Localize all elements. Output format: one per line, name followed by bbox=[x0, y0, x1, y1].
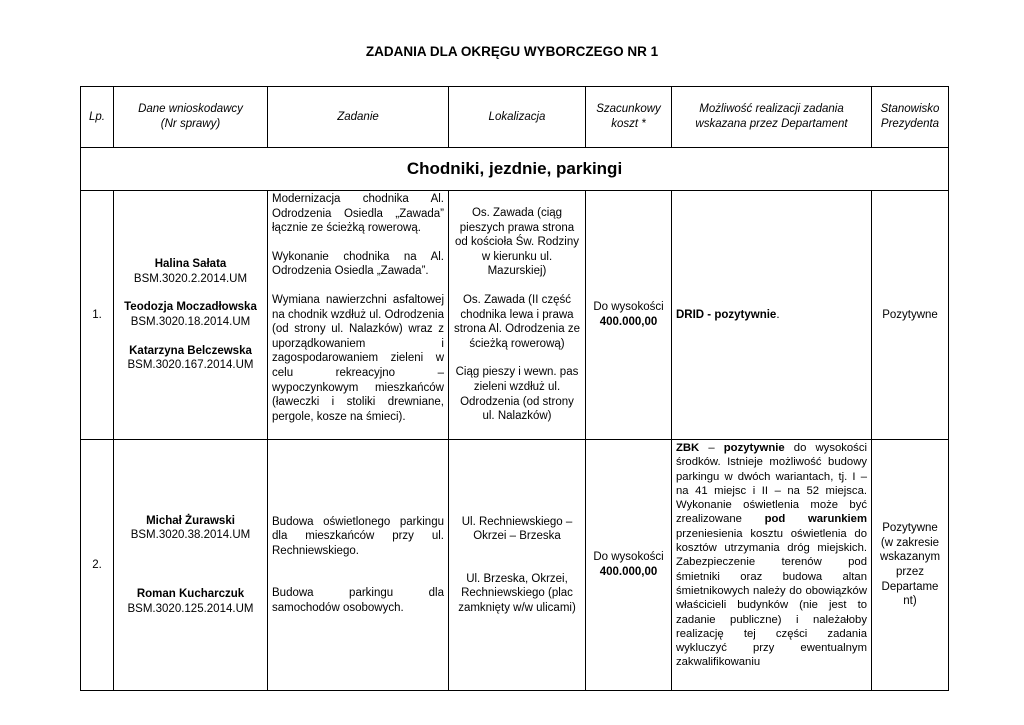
header-applicants: Dane wnioskodawcy (Nr sprawy) bbox=[114, 87, 268, 148]
cost-value: 400.000,00 bbox=[599, 316, 658, 328]
applicant-name: Katarzyna Belczewska bbox=[129, 344, 252, 357]
task-text: Modernizacja chodnika Al. Odrodzenia Osiedla „Zawada” łącznie ze ścieżką rowerową. bbox=[272, 193, 444, 235]
case-number: BSM.3020.125.2014.UM bbox=[127, 602, 254, 615]
cost-prefix: Do wysokości bbox=[593, 551, 664, 564]
location-text: Ul. Rechniewskiego – Okrzei – Brzeska bbox=[461, 515, 573, 543]
location-text: Ciąg pieszy i wewn. pas zieleni wzdłuż ul. Odrodzenia (od strony ul. Nalazków) bbox=[455, 366, 579, 423]
task-text: Budowa parkingu dla samochodów osobowych. bbox=[272, 587, 444, 614]
location-cell bbox=[449, 191, 586, 440]
cost-cell bbox=[586, 191, 672, 440]
location-text: Os. Zawada (II część chodnika lewa i prawa strona Al. Odrodzenia ze ścieżką rowerową) bbox=[454, 293, 580, 350]
case-number: BSM.3020.18.2014.UM bbox=[130, 316, 251, 328]
case-number: BSM.3020.167.2014.UM bbox=[127, 359, 254, 372]
applicant-name: Michał Żurawski bbox=[146, 514, 235, 527]
location-cell bbox=[449, 440, 586, 691]
president-cell: Pozytywne (w zakresie wskazanym przez Departame nt) bbox=[872, 440, 949, 691]
applicants-cell bbox=[114, 440, 268, 691]
page-title: ZADANIA DLA OKRĘGU WYBORCZEGO NR 1 bbox=[365, 44, 659, 59]
applicant-name: Halina Sałata bbox=[154, 258, 227, 271]
task-text: Wykonanie chodnika na Al. Odrodzenia Osiedla „Zawada”. bbox=[272, 250, 444, 278]
row-number: 2. bbox=[81, 440, 114, 691]
feasibility-cell: ZBK – pozytywnie do wysokości środków. Istnieje możliwość budowy parkingu w dwóch wariantach, tj. I – na 41 miejsc i II – na 52 miejsca. Wykonanie oświetlenia może być zrealizowane pod warunkiem przeniesienia kosztu oświetlenia do kosztów utrzymania dróg miejskich. Zabezpieczenie terenów pod śmietniki oraz budowa altan śmietnikowych należy do obowiązków właścicieli budynków (nie jest to zadanie publiczne) i należałoby realizację tej części zadania wykluczyć przy ewentualnym zakwalifikowaniu bbox=[672, 440, 872, 691]
applicants-cell bbox=[114, 191, 268, 440]
task-cell bbox=[268, 440, 449, 691]
applicant-name: Teodozja Moczadłowska bbox=[124, 301, 257, 314]
header-location: Lokalizacja bbox=[449, 87, 586, 148]
table-row bbox=[81, 440, 949, 691]
header-president: Stanowisko Prezydenta bbox=[872, 87, 949, 148]
cost-cell bbox=[586, 440, 672, 691]
tasks-table bbox=[80, 86, 949, 691]
header-feasibility: Możliwość realizacji zadania wskazana przez Departament bbox=[672, 87, 872, 148]
case-number: BSM.3020.2.2014.UM bbox=[133, 272, 248, 285]
location-text: Ul. Brzeska, Okrzei, Rechniewskiego (plac zamknięty w/w ulicami) bbox=[458, 572, 576, 614]
cost-prefix: Do wysokości bbox=[593, 301, 664, 314]
header-lp: Lp. bbox=[81, 87, 114, 148]
president-cell: Pozytywne bbox=[872, 191, 949, 440]
case-number: BSM.3020.38.2014.UM bbox=[130, 529, 251, 542]
section-row bbox=[81, 148, 949, 191]
feasibility-cell: DRID - pozytywnie. bbox=[672, 191, 872, 440]
table-row bbox=[81, 191, 949, 440]
location-text: Os. Zawada (ciąg pieszych prawa strona od kościoła Św. Rodziny w kierunku ul. Mazurskiej) bbox=[454, 207, 579, 278]
feasibility-verdict: ZBK bbox=[676, 442, 700, 454]
task-cell bbox=[268, 191, 449, 440]
header-cost: Szacunkowy koszt * bbox=[586, 87, 672, 148]
cost-value: 400.000,00 bbox=[599, 566, 658, 578]
section-title: Chodniki, jezdnie, parkingi bbox=[81, 148, 949, 191]
feasibility-verdict: DRID - pozytywnie bbox=[676, 308, 777, 321]
task-text: Budowa oświetlonego parkingu dla mieszkańców przy ul. Rechniewskiego. bbox=[272, 515, 444, 557]
header-task: Zadanie bbox=[268, 87, 449, 148]
header-row bbox=[81, 87, 949, 148]
row-number: 1. bbox=[81, 191, 114, 440]
task-text: Wymiana nawierzchni asfaltowej na chodnik wzdłuż ul. Odrodzenia (od strony ul. Nalazków) wraz z uporządkowaniem i zagospodarowaniem zieleni w celu rekreacyjno – wypoczynkowym mieszkańców (ławeczki i stoliki drewniane, pergole, kosze na śmieci). bbox=[272, 293, 444, 423]
applicant-name: Roman Kucharczuk bbox=[136, 588, 245, 600]
